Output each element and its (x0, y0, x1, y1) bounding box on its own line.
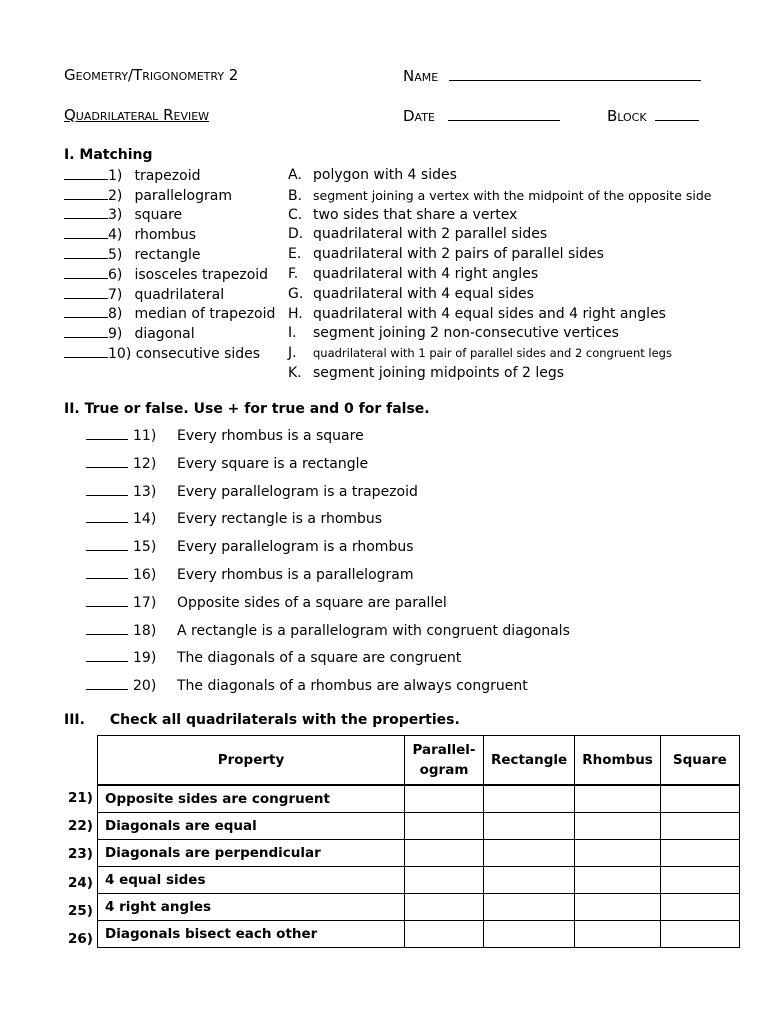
definition-letter: H. (288, 305, 303, 322)
definition-letter: C. (288, 206, 303, 223)
matching-definitions (288, 166, 711, 384)
table-row (98, 840, 740, 867)
definition-letter: K. (288, 364, 302, 381)
property-text: 4 equal sides (98, 867, 405, 894)
column-header-rhombus: Rhombus (575, 736, 661, 786)
answer-blank[interactable] (86, 676, 128, 690)
table-row (98, 894, 740, 921)
parallelogram-line1: Parallel- (412, 742, 476, 758)
term-number: 6) (108, 266, 123, 283)
answer-blank[interactable] (86, 537, 128, 551)
definition-text: quadrilateral with 4 equal sides and 4 right angles (313, 305, 666, 322)
term-number: 4) (108, 227, 123, 244)
parallelogram-line2: ogram (419, 762, 469, 778)
true-false-list (86, 426, 570, 704)
check-cell-rectangle[interactable] (484, 785, 575, 813)
property-number: 22) (68, 818, 93, 835)
matching-term-row (64, 166, 275, 186)
check-cell-rhombus[interactable] (575, 785, 661, 813)
check-cell-parallelogram[interactable] (405, 785, 484, 813)
column-header-rectangle: Rectangle (484, 736, 575, 786)
check-cell-parallelogram[interactable] (405, 867, 484, 894)
definition-row (288, 166, 711, 186)
check-cell-parallelogram[interactable] (405, 921, 484, 948)
property-text: Opposite sides are congruent (98, 785, 405, 813)
worksheet-title-text: Quadrilateral Review (64, 106, 210, 124)
question-number: 12) (133, 455, 157, 472)
section1-heading: I. Matching (64, 147, 153, 163)
question-text: Every parallelogram is a trapezoid (177, 483, 418, 500)
definition-letter: J. (288, 345, 297, 362)
answer-blank[interactable] (64, 285, 108, 299)
table-header-row (98, 736, 740, 786)
check-cell-square[interactable] (660, 813, 739, 840)
property-text: Diagonals are equal (98, 813, 405, 840)
table-row (98, 785, 740, 813)
question-number: 17) (133, 594, 157, 611)
definition-letter: D. (288, 226, 304, 243)
answer-blank[interactable] (86, 565, 128, 579)
property-number: 25) (68, 902, 93, 919)
block-blank[interactable] (655, 106, 699, 121)
property-text: Diagonals are perpendicular (98, 840, 405, 867)
date-field[interactable] (403, 106, 560, 125)
answer-blank[interactable] (64, 265, 108, 279)
check-cell-rhombus[interactable] (575, 867, 661, 894)
check-cell-square[interactable] (660, 867, 739, 894)
definition-row (288, 265, 711, 285)
check-cell-rectangle[interactable] (484, 921, 575, 948)
table-row (98, 921, 740, 948)
term-text: quadrilateral (134, 286, 225, 303)
property-text: 4 right angles (98, 894, 405, 921)
term-text: isosceles trapezoid (134, 266, 269, 283)
definition-letter: G. (288, 285, 304, 302)
true-false-row (86, 537, 414, 565)
term-number: 10) (108, 345, 132, 362)
check-cell-square[interactable] (660, 894, 739, 921)
check-cell-rectangle[interactable] (484, 894, 575, 921)
question-number: 14) (133, 511, 157, 528)
answer-blank[interactable] (64, 344, 108, 358)
check-cell-rhombus[interactable] (575, 894, 661, 921)
question-number: 15) (133, 539, 157, 556)
check-cell-parallelogram[interactable] (405, 840, 484, 867)
definition-letter: B. (288, 187, 303, 204)
answer-blank[interactable] (86, 593, 128, 607)
question-number: 20) (133, 678, 157, 695)
question-text: The diagonals of a rhombus are always congruent (177, 678, 528, 695)
question-text: Every parallelogram is a rhombus (177, 539, 414, 556)
definition-letter: I. (288, 325, 297, 342)
answer-blank[interactable] (86, 648, 128, 662)
definition-row (288, 186, 711, 206)
column-header-property: Property (98, 736, 405, 786)
definition-row (288, 245, 711, 265)
definition-row (288, 285, 711, 305)
definition-text: two sides that share a vertex (313, 206, 518, 223)
matching-term-row (64, 304, 275, 324)
definition-letter: E. (288, 246, 302, 263)
matching-terms (64, 146, 275, 364)
name-label: Name (403, 67, 439, 85)
properties-table (97, 735, 740, 948)
definition-text: segment joining a vertex with the midpoint of the opposite side (313, 187, 712, 203)
answer-blank[interactable] (64, 186, 108, 200)
answer-blank[interactable] (64, 205, 108, 219)
matching-term-row (64, 205, 275, 225)
true-false-row (86, 676, 528, 704)
check-cell-rectangle[interactable] (484, 867, 575, 894)
name-field[interactable] (403, 66, 701, 85)
term-text: trapezoid (134, 167, 201, 184)
definition-row (288, 225, 711, 245)
column-header-square: Square (660, 736, 739, 786)
definition-text: quadrilateral with 2 parallel sides (313, 226, 548, 243)
question-number: 19) (133, 650, 157, 667)
true-false-row (86, 509, 383, 537)
matching-term-row (64, 344, 275, 364)
term-number: 9) (108, 326, 123, 343)
terms-list (64, 166, 275, 364)
question-number: 11) (133, 428, 157, 444)
true-false-row (86, 454, 369, 482)
answer-blank[interactable] (64, 304, 108, 318)
date-blank[interactable] (448, 106, 560, 121)
definition-text: quadrilateral with 1 pair of parallel sides and 2 congruent legs (313, 346, 672, 361)
answer-blank[interactable] (86, 482, 128, 496)
name-blank[interactable] (449, 66, 701, 81)
column-header-parallelogram (405, 736, 484, 786)
definition-letter: A. (288, 167, 302, 183)
term-text: consecutive sides (135, 345, 261, 362)
check-cell-rhombus[interactable] (575, 813, 661, 840)
question-text: Every rhombus is a parallelogram (177, 566, 414, 583)
property-row-numbers (68, 789, 93, 958)
definition-text: segment joining 2 non-consecutive vertices (313, 325, 619, 342)
block-label: Block (607, 107, 647, 125)
property-number: 26) (68, 930, 93, 947)
date-label: Date (403, 107, 435, 125)
definition-row (288, 206, 711, 226)
property-number: 24) (68, 874, 93, 891)
check-cell-rhombus[interactable] (575, 921, 661, 948)
block-field[interactable] (607, 106, 699, 125)
property-number: 23) (68, 846, 93, 863)
question-text: Every rectangle is a rhombus (177, 511, 383, 528)
answer-blank[interactable] (64, 245, 108, 259)
definition-text: quadrilateral with 2 pairs of parallel sides (313, 246, 604, 263)
true-false-row (86, 482, 418, 510)
matching-term-row (64, 186, 275, 206)
matching-term-row (64, 265, 275, 285)
term-number: 1) (108, 167, 123, 184)
true-false-row (86, 565, 414, 593)
check-cell-square[interactable] (660, 785, 739, 813)
answer-blank[interactable] (64, 324, 108, 338)
term-text: diagonal (134, 326, 195, 343)
check-cell-square[interactable] (660, 921, 739, 948)
check-cell-rectangle[interactable] (484, 840, 575, 867)
question-text: The diagonals of a square are congruent (177, 650, 462, 667)
term-text: rectangle (134, 246, 201, 263)
term-text: median of trapezoid (134, 306, 276, 323)
term-text: parallelogram (134, 187, 232, 204)
term-number: 8) (108, 306, 123, 323)
question-number: 18) (133, 622, 157, 639)
section3-heading-text: Check all quadrilaterals with the properties. (109, 712, 460, 728)
definition-text: segment joining midpoints of 2 legs (313, 364, 565, 381)
check-cell-rhombus[interactable] (575, 840, 661, 867)
table-row (98, 813, 740, 840)
worksheet-title (64, 106, 209, 124)
matching-term-row (64, 324, 275, 344)
answer-blank[interactable] (86, 454, 128, 468)
definition-text: quadrilateral with 4 right angles (313, 265, 539, 282)
matching-term-row (64, 225, 275, 245)
answer-blank[interactable] (86, 621, 128, 635)
check-cell-rectangle[interactable] (484, 813, 575, 840)
definition-row (288, 324, 711, 344)
true-false-row (86, 621, 570, 649)
table-row (98, 867, 740, 894)
question-number: 13) (133, 483, 157, 500)
answer-blank[interactable] (64, 166, 108, 180)
true-false-row (86, 593, 447, 621)
question-text: Every rhombus is a square (177, 428, 364, 444)
check-cell-parallelogram[interactable] (405, 894, 484, 921)
term-text: rhombus (134, 227, 197, 244)
matching-term-row (64, 285, 275, 305)
true-false-row (86, 426, 364, 454)
section2-heading: II. True or false. Use + for true and 0 for false. (64, 401, 430, 417)
term-text: square (134, 207, 183, 224)
answer-blank[interactable] (64, 225, 108, 239)
check-cell-parallelogram[interactable] (405, 813, 484, 840)
term-number: 3) (108, 207, 123, 224)
term-number: 2) (108, 187, 123, 204)
question-text: A rectangle is a parallelogram with congruent diagonals (177, 622, 570, 639)
property-number: 21) (68, 790, 93, 806)
question-text: Every square is a rectangle (177, 455, 369, 472)
definition-text: polygon with 4 sides (313, 167, 457, 183)
true-false-row (86, 648, 462, 676)
term-number: 7) (108, 286, 123, 303)
section3-heading (64, 712, 460, 728)
definition-row (288, 344, 711, 364)
definition-text: quadrilateral with 4 equal sides (313, 285, 534, 302)
check-cell-square[interactable] (660, 840, 739, 867)
term-number: 5) (108, 246, 123, 263)
matching-term-row (64, 245, 275, 265)
property-text: Diagonals bisect each other (98, 921, 405, 948)
section3-number: III. (64, 712, 85, 728)
definition-row (288, 364, 711, 384)
question-text: Opposite sides of a square are parallel (177, 594, 447, 611)
course-title: Geometry/Trigonometry 2 (64, 66, 239, 84)
definition-letter: F. (288, 265, 299, 282)
answer-blank[interactable] (86, 509, 128, 523)
question-number: 16) (133, 566, 157, 583)
definition-row (288, 305, 711, 325)
answer-blank[interactable] (86, 426, 128, 440)
